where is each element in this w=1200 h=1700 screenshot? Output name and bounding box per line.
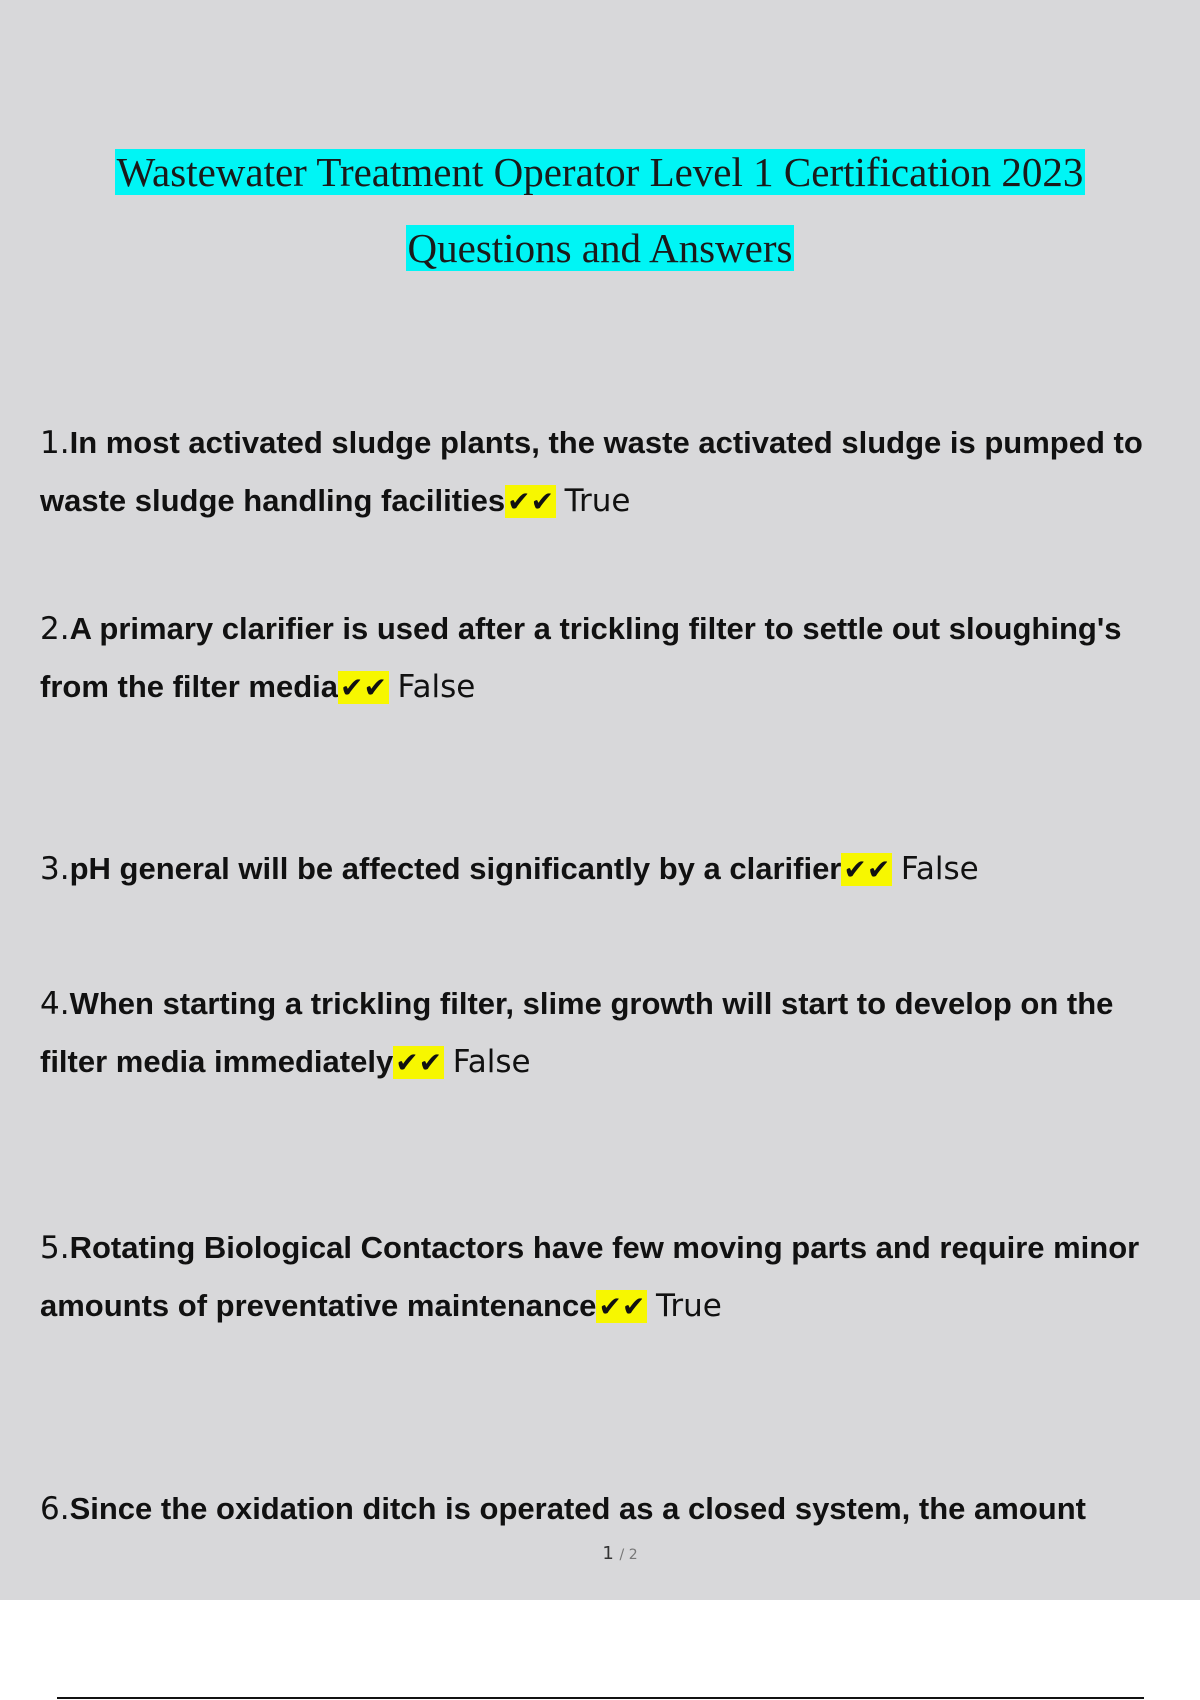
question-item — [40, 600, 1170, 716]
page-current: 1 — [602, 1543, 614, 1564]
check-icon: ✔✔ — [598, 1290, 646, 1323]
check-icon: ✔✔ — [843, 853, 891, 886]
page-divider — [57, 1697, 1144, 1699]
question-item — [40, 1480, 1170, 1538]
page-indicator — [0, 1543, 1200, 1564]
question-text: Since the oxidation ditch is operated as a closed system, the amount — [69, 1491, 1086, 1526]
check-icon: ✔✔ — [395, 1046, 443, 1079]
question-answer: False — [397, 669, 476, 705]
question-number: 6. — [40, 1491, 70, 1527]
check-icon: ✔✔ — [340, 671, 387, 704]
question-text: A primary clarifier is used after a trickling filter to settle out sloughing's from the filter media — [40, 611, 1122, 704]
page-total: / 2 — [619, 1547, 638, 1563]
question-item — [40, 414, 1170, 530]
document-title-line-2 — [0, 224, 1200, 272]
question-text: When starting a trickling filter, slime growth will start to develop on the filter media immediately — [40, 986, 1114, 1079]
question-item — [40, 1219, 1170, 1335]
question-text: In most activated sludge plants, the waste activated sludge is pumped to waste sludge handling facilities — [40, 425, 1143, 518]
question-number: 1. — [40, 425, 70, 461]
question-number: 4. — [40, 986, 70, 1022]
question-answer: False — [900, 851, 979, 887]
question-item — [40, 975, 1170, 1091]
question-text: Rotating Biological Contactors have few moving parts and require minor amounts of preventative maintenance — [40, 1230, 1140, 1323]
question-number: 5. — [40, 1230, 70, 1266]
question-number: 2. — [40, 611, 70, 647]
title-highlight: Wastewater Treatment Operator Level 1 Certification 2023 — [116, 149, 1084, 195]
question-text: pH general will be affected significantly by a clarifier — [69, 851, 842, 886]
question-answer: False — [452, 1044, 531, 1080]
question-answer: True — [655, 1288, 722, 1324]
question-item — [40, 840, 1170, 898]
subtitle-highlight: Questions and Answers — [407, 225, 793, 271]
document-title-line-1 — [0, 148, 1200, 196]
question-answer: True — [564, 483, 631, 519]
check-icon: ✔✔ — [507, 485, 555, 518]
question-number: 3. — [40, 851, 70, 887]
